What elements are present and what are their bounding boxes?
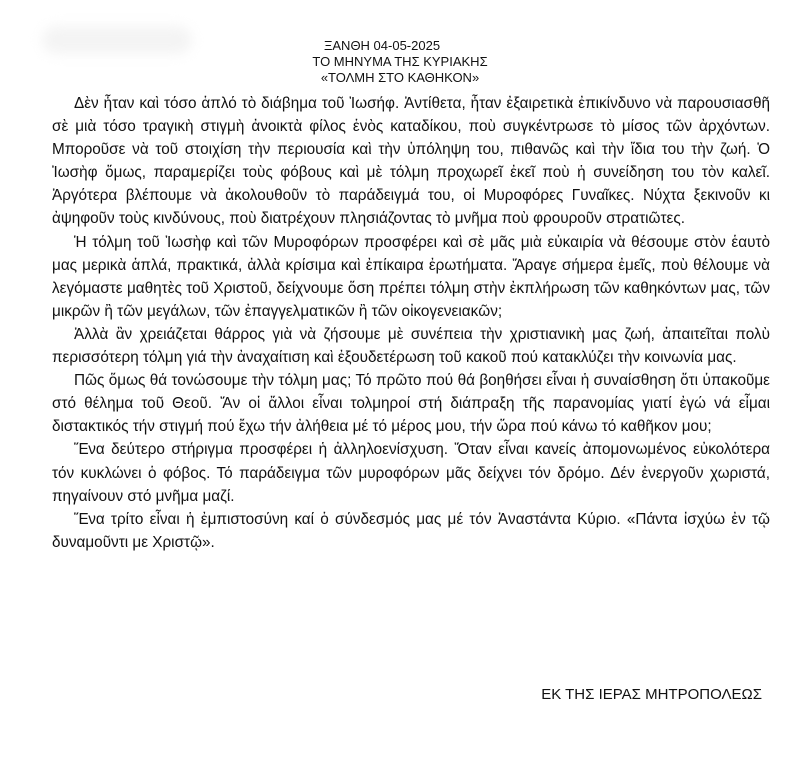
- paragraph-3: Ἀλλὰ ἂν χρειάζεται θάρρος γιὰ νὰ ζήσουμε μὲ συνέπεια τὴν χριστιανικὴ μας ζωή, ἀπαιτεῖται πολὺ περισσότερη τόλμη γιά τὴν ἀναχαίτιση καὶ ἐξουδετέρωση τοῦ κακοῦ πού κατακλύζει τὴν κοινωνία μας.: [52, 325, 770, 367]
- sermon-title: ΤΟ ΜΗΝΥΜΑ ΤΗΣ ΚΥΡΙΑΚΗΣ: [312, 54, 488, 69]
- sermon-body: [52, 92, 770, 554]
- paragraph-4: Πῶς ὅμως θά τονώσουμε τὴν τόλμη μας; Τό πρῶτο πού θά βοηθήσει εἶναι ἡ συναίσθηση ὅτι ὑπακοῦμε στό θέλημα τοῦ Θεοῦ. Ἄν οἱ ἄλλοι εἶναι τολμηροί στή διάπραξη τῆς παρανομίας γιατί ἐγώ νά εἶμαι διστακτικός τήν στιγμή πού ἔχω τήν ἀλήθεια μέ τό μέρος μου, τήν ὥρα πού κάνω τό καθῆκον μου;: [52, 372, 770, 436]
- paragraph-5: Ἕνα δεύτερο στήριγμα προσφέρει ἡ ἀλληλοενίσχυση. Ὅταν εἶναι κανείς ἀπομονωμένος εὐκολότερα τόν κυκλώνει ὁ φόβος. Τό παράδειγμα τῶν μυροφόρων μᾶς δείχνει τόν δρόμο. Δέν ἐνεργοῦν χωριστά, πηγαίνουν στό μνῆμα μαζί.: [52, 441, 770, 505]
- paragraph-2: Ἡ τόλμη τοῦ Ἰωσὴφ καὶ τῶν Μυροφόρων προσφέρει καὶ σὲ μᾶς μιὰ εὐκαιρία νὰ θέσουμε στὸν ἑαυτὸ μας μερικὰ ἁπλά, πρακτικά, ἀλλὰ κρίσιμα καὶ ἐπίκαιρα ἐρωτήματα. Ἄραγε σήμερα ἐμεῖς, ποὺ θέλουμε νὰ λεγόμαστε μαθητὲς τοῦ Χριστοῦ, δείχνουμε ὅση πρέπει τόλμη στὴν ἐκπλήρωση τῶν καθηκόντων μας, τῶν μικρῶν ἢ τῶν μεγάλων, τῶν ἐπαγγελματικῶν ἢ τῶν οἰκογενειακῶν;: [52, 233, 770, 320]
- sermon-subtitle: «ΤΟΛΜΗ ΣΤΟ ΚΑΘΗΚΟΝ»: [320, 70, 480, 85]
- signature: ΕΚ ΤΗΣ ΙΕΡΑΣ ΜΗΤΡΟΠΟΛΕΩΣ: [541, 686, 762, 703]
- paragraph-6: Ἕνα τρίτο εἶναι ἡ ἐμπιστοσύνη καί ὁ σύνδεσμός μας μέ τόν Ἀναστάντα Κύριο. «Πάντα ἰσχύω ἐν τῷ δυναμοῦντι με Χριστῷ».: [52, 510, 770, 551]
- document-header: [200, 38, 600, 86]
- date-line: ΞΑΝΘΗ 04-05-2025: [323, 38, 441, 53]
- paragraph-1: Δὲν ἦταν καὶ τόσο ἁπλό τὸ διάβημα τοῦ Ἰωσήφ. Ἀντίθετα, ἦταν ἐξαιρετικὰ ἐπικίνδυνο νὰ παρουσιασθῆ σὲ μιὰ τόσο τραγικὴ στιγμὴ ἀνοικτὰ φίλος ἑνὸς καταδίκου, ποὺ συγκέντρωσε τὸ μίσος τῶν ἀρχόντων. Μποροῦσε νὰ τοῦ στοιχίση τὴν περιουσία καὶ τὴν ὑπόληψη του, πιθανῶς καὶ τὴν ἴδια του τὴν ζωή. Ὁ Ἰωσὴφ ὅμως, παραμερίζει τοὺς φόβους καὶ μὲ τόλμη προχωρεῖ ἐκεῖ ποὺ ἡ συνείδηση του τὸν καλεῖ. Ἀργότερα βλέπουμε νὰ ἀκολουθοῦν τὸ παράδειγμά του, οἱ Μυροφόρες Γυναῖκες. Νύχτα ξεκινοῦν κι ἀψηφοῦν τοὺς κινδύνους, ποὺ διατρέχουν πλησιάζοντας τὸ μνῆμα ποὺ φρουροῦν στρατιῶτες.: [52, 95, 770, 228]
